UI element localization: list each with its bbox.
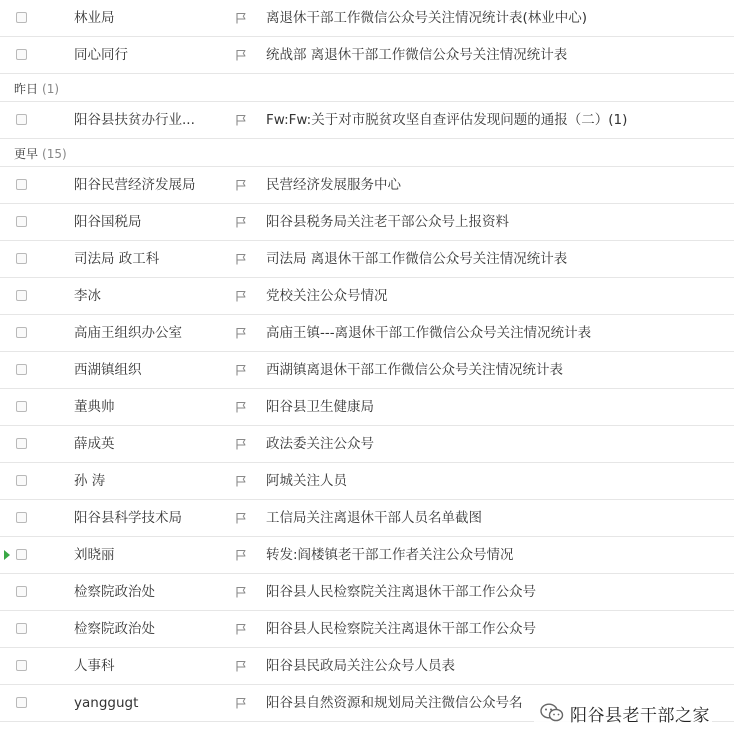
mail-subject[interactable]: 西湖镇离退休干部工作微信公众号关注情况统计表 [266, 362, 563, 378]
flag-icon[interactable] [235, 586, 247, 598]
group-count: (1) [42, 82, 60, 96]
mail-sender[interactable]: 林业局 [74, 10, 115, 26]
row-checkbox[interactable] [16, 438, 27, 449]
mail-row[interactable] [0, 167, 734, 204]
mail-subject[interactable]: Fw:Fw:关于对市脱贫攻坚自查评估发现问题的通报（二）(1) [266, 112, 628, 128]
row-checkbox[interactable] [16, 114, 27, 125]
row-checkbox[interactable] [16, 512, 27, 523]
row-checkbox[interactable] [16, 216, 27, 227]
row-checkbox[interactable] [16, 327, 27, 338]
mail-row[interactable] [0, 426, 734, 463]
mail-row[interactable] [0, 0, 734, 37]
watermark [534, 699, 712, 727]
mail-sender[interactable]: yanggugt [74, 695, 139, 711]
flag-icon[interactable] [235, 216, 247, 228]
flag-icon[interactable] [235, 549, 247, 561]
mail-row[interactable] [0, 352, 734, 389]
flag-icon[interactable] [235, 327, 247, 339]
mail-sender[interactable]: 同心同行 [74, 47, 128, 63]
row-checkbox[interactable] [16, 697, 27, 708]
mail-subject[interactable]: 阿城关注人员 [266, 473, 347, 489]
mail-sender[interactable]: 检察院政治处 [74, 584, 155, 600]
mail-sender[interactable]: 人事科 [74, 658, 115, 674]
mail-subject[interactable]: 阳谷县民政局关注公众号人员表 [266, 658, 455, 674]
flag-icon[interactable] [235, 401, 247, 413]
mail-subject[interactable]: 政法委关注公众号 [266, 436, 374, 452]
mail-row[interactable] [0, 204, 734, 241]
mail-row[interactable] [0, 500, 734, 537]
mail-sender[interactable]: 薛成英 [74, 436, 115, 452]
mail-sender[interactable]: 高庙王组织办公室 [74, 325, 182, 341]
row-checkbox[interactable] [16, 290, 27, 301]
mail-subject[interactable]: 阳谷县自然资源和规划局关注微信公众号名 [266, 695, 523, 711]
mail-subject[interactable]: 阳谷县卫生健康局 [266, 399, 374, 415]
mail-row[interactable] [0, 611, 734, 648]
mail-sender[interactable]: 检察院政治处 [74, 621, 155, 637]
mail-row[interactable] [0, 648, 734, 685]
mail-subject[interactable]: 司法局 离退休干部工作微信公众号关注情况统计表 [266, 251, 568, 267]
mail-sender[interactable]: 阳谷县科学技术局 [74, 510, 182, 526]
flag-icon[interactable] [235, 290, 247, 302]
row-checkbox[interactable] [16, 475, 27, 486]
flag-icon[interactable] [235, 49, 247, 61]
flag-icon[interactable] [235, 12, 247, 24]
row-checkbox[interactable] [16, 401, 27, 412]
watermark-text: 阳谷县老干部之家 [570, 705, 710, 726]
mail-sender[interactable]: 西湖镇组织 [74, 362, 142, 378]
row-checkbox[interactable] [16, 549, 27, 560]
mail-subject[interactable]: 党校关注公众号情况 [266, 288, 388, 304]
group-label: 更早 [14, 147, 39, 161]
flag-icon[interactable] [235, 623, 247, 635]
mail-sender[interactable]: 阳谷国税局 [74, 214, 142, 230]
mail-row[interactable] [0, 389, 734, 426]
group-label: 昨日 [14, 82, 39, 96]
row-checkbox[interactable] [16, 179, 27, 190]
flag-icon[interactable] [235, 660, 247, 672]
mail-sender[interactable]: 刘晓丽 [74, 547, 115, 563]
mail-sender[interactable]: 阳谷民营经济发展局 [74, 177, 196, 193]
mail-sender[interactable]: 董典帅 [74, 399, 115, 415]
mail-row[interactable] [0, 574, 734, 611]
row-checkbox[interactable] [16, 253, 27, 264]
mail-subject[interactable]: 工信局关注离退休干部人员名单截图 [266, 510, 482, 526]
row-checkbox[interactable] [16, 586, 27, 597]
date-group-header [0, 74, 734, 102]
row-checkbox[interactable] [16, 660, 27, 671]
mail-subject[interactable]: 统战部 离退休干部工作微信公众号关注情况统计表 [266, 47, 568, 63]
mail-row[interactable] [0, 463, 734, 500]
flag-icon[interactable] [235, 438, 247, 450]
flag-icon[interactable] [235, 179, 247, 191]
flag-icon[interactable] [235, 512, 247, 524]
mail-subject[interactable]: 转发:阎楼镇老干部工作者关注公众号情况 [266, 547, 514, 563]
flag-icon[interactable] [235, 253, 247, 265]
flag-icon[interactable] [235, 475, 247, 487]
flag-icon[interactable] [235, 697, 247, 709]
date-group-header [0, 139, 734, 167]
mail-row[interactable] [0, 37, 734, 74]
flag-icon[interactable] [235, 364, 247, 376]
mail-subject[interactable]: 阳谷县人民检察院关注离退休干部工作公众号 [266, 621, 536, 637]
mail-sender[interactable]: 孙 涛 [74, 473, 106, 489]
mail-sender[interactable]: 李冰 [74, 288, 101, 304]
mail-subject[interactable]: 阳谷县人民检察院关注离退休干部工作公众号 [266, 584, 536, 600]
mail-row[interactable] [0, 537, 734, 574]
mail-subject[interactable]: 阳谷县税务局关注老干部公众号上报资料 [266, 214, 509, 230]
mail-subject[interactable]: 离退休干部工作微信公众号关注情况统计表(林业中心) [266, 10, 588, 26]
mail-row[interactable] [0, 241, 734, 278]
row-checkbox[interactable] [16, 364, 27, 375]
mail-row[interactable] [0, 315, 734, 352]
row-checkbox[interactable] [16, 49, 27, 60]
mail-subject[interactable]: 民营经济发展服务中心 [266, 177, 401, 193]
mail-subject[interactable]: 高庙王镇---离退休干部工作微信公众号关注情况统计表 [266, 325, 592, 341]
row-checkbox[interactable] [16, 623, 27, 634]
mail-sender[interactable]: 司法局 政工科 [74, 251, 160, 267]
group-count: (15) [42, 147, 67, 161]
row-checkbox[interactable] [16, 12, 27, 23]
mail-row[interactable] [0, 278, 734, 315]
mail-sender[interactable]: 阳谷县扶贫办行业... [74, 112, 195, 128]
flag-icon[interactable] [235, 114, 247, 126]
mail-row[interactable] [0, 102, 734, 139]
wechat-official-account-icon [540, 702, 564, 724]
